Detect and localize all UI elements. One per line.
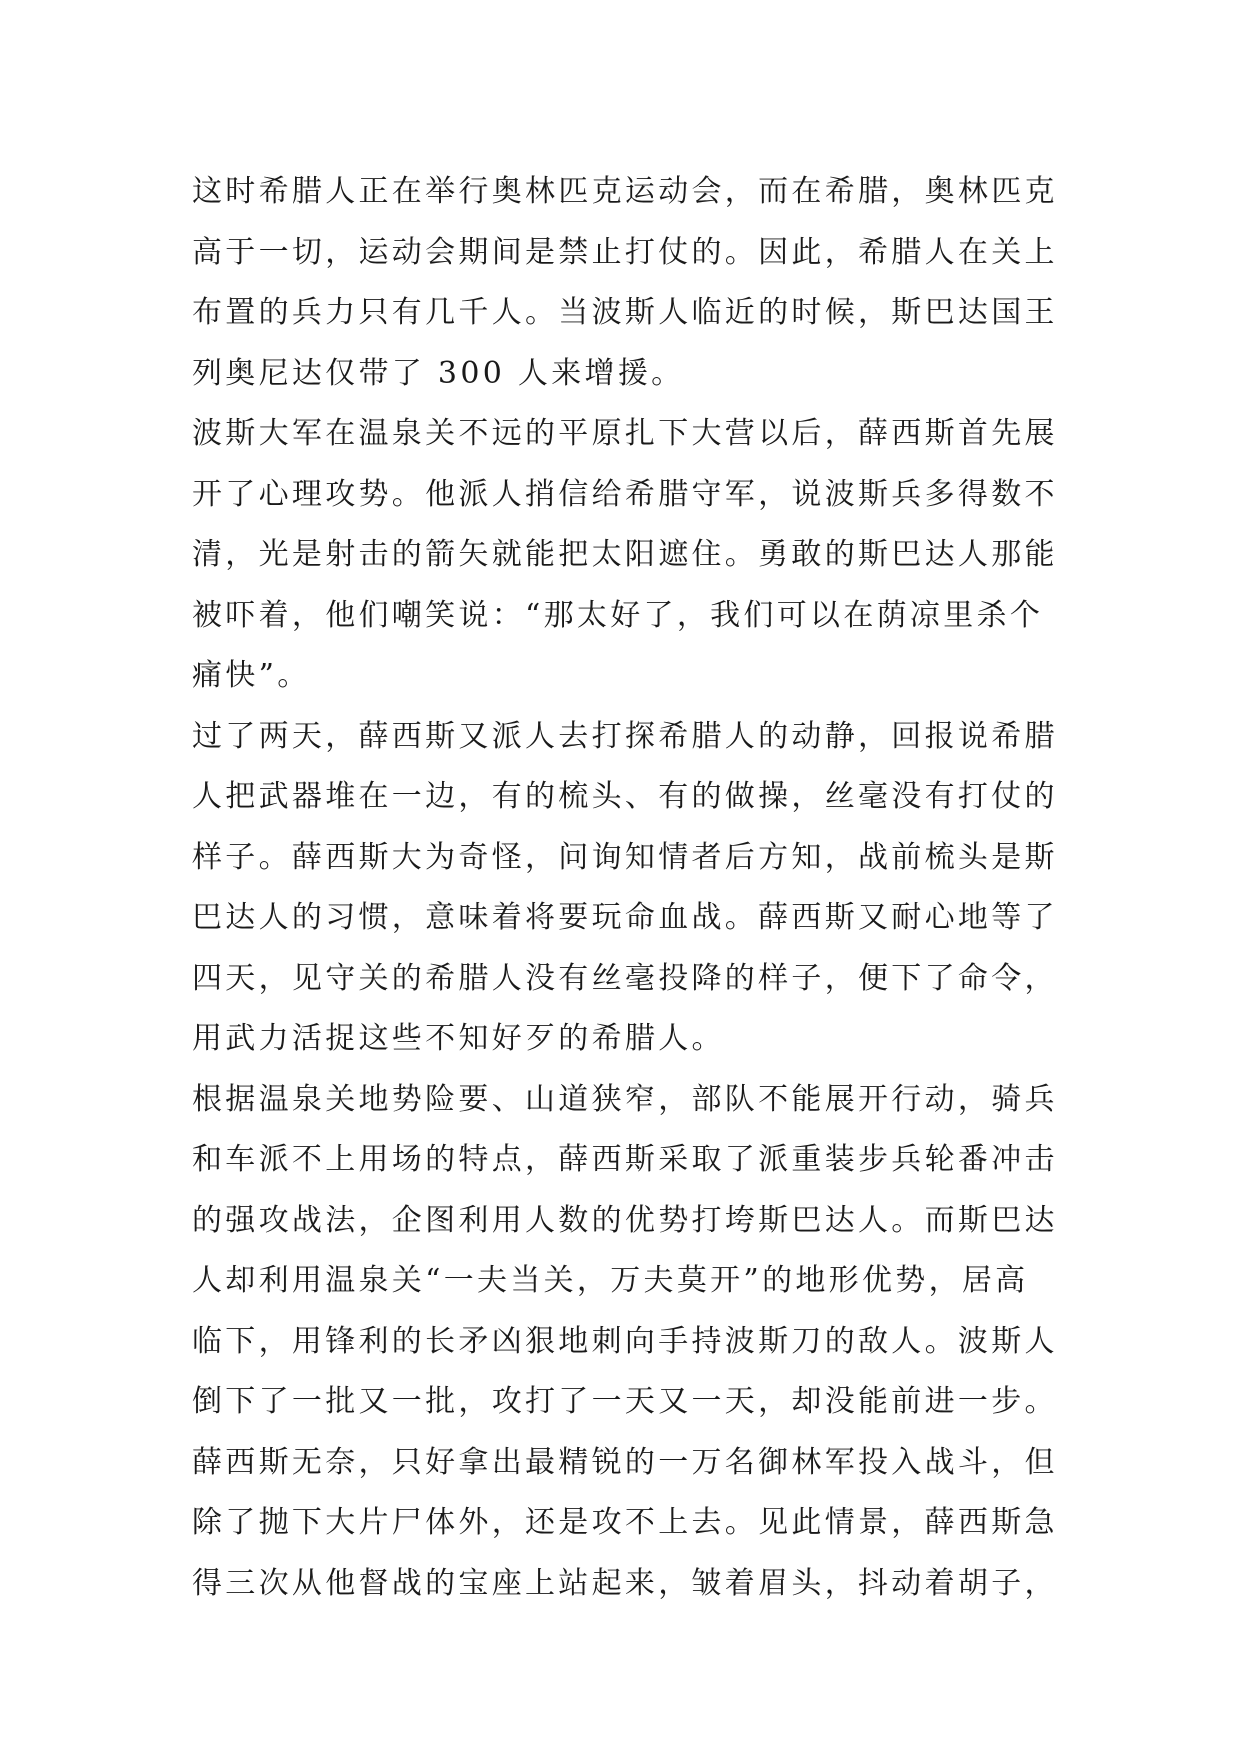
text-line: 除了抛下大片尸体外，还是攻不上去。见此情景，薛西斯急 <box>192 1505 1058 1540</box>
text-line: 临下，用锋利的长矛凶狠地刺向手持波斯刀的敌人。波斯人 <box>192 1323 1058 1359</box>
text-line: 人把武器堆在一边，有的梳头、有的做操，丝毫没有打仗的 <box>192 779 1058 814</box>
text-line: 被吓着，他们嘲笑说：“那太好了，我们可以在荫凉里杀个 <box>192 597 1044 633</box>
text-line: 用武力活捉这些不知好歹的希腊人。 <box>192 1021 725 1056</box>
text-line: 布置的兵力只有几千人。当波斯人临近的时候，斯巴达国王 <box>192 295 1058 330</box>
text-line: 和车派不上用场的特点，薛西斯采取了派重装步兵轮番冲击 <box>192 1142 1058 1177</box>
text-line: 得三次从他督战的宝座上站起来，皱着眉头，抖动着胡子， <box>192 1565 1058 1601</box>
text-line: 过了两天，薛西斯又派人去打探希腊人的动静，回报说希腊 <box>192 718 1058 754</box>
text-line: 巴达人的习惯，意味着将要玩命血战。薛西斯又耐心地等了 <box>192 900 1058 935</box>
text-line: 波斯大军在温泉关不远的平原扎下大营以后，薛西斯首先展 <box>192 416 1058 451</box>
text-line: 这时希腊人正在举行奥林匹克运动会，而在希腊，奥林匹克 <box>192 174 1058 209</box>
text-line: 薛西斯无奈，只好拿出最精锐的一万名御林军投入战斗，但 <box>192 1444 1058 1480</box>
text-line: 列奥尼达仅带了 300 人来增援。 <box>192 355 685 391</box>
text-line: 样子。薛西斯大为奇怪，问询知情者后方知，战前梳头是斯 <box>192 839 1058 875</box>
text-line: 四天，见守关的希腊人没有丝毫投降的样子，便下了命令， <box>192 960 1058 996</box>
text-line: 倒下了一批又一批，攻打了一天又一天，却没能前进一步。 <box>192 1384 1058 1419</box>
body-text <box>192 162 1072 1614</box>
text-line: 根据温泉关地势险要、山道狭窄，部队不能展开行动，骑兵 <box>192 1081 1058 1117</box>
text-line: 痛快”。 <box>192 658 311 693</box>
text-line: 清，光是射击的箭矢就能把太阳遮住。勇敢的斯巴达人那能 <box>192 537 1058 572</box>
text-line: 高于一切，运动会期间是禁止打仗的。因此，希腊人在关上 <box>192 234 1058 270</box>
text-line: 的强攻战法，企图利用人数的优势打垮斯巴达人。而斯巴达 <box>192 1202 1058 1238</box>
text-line: 人却利用温泉关“一夫当关，万夫莫开”的地形优势，居高 <box>192 1263 1029 1298</box>
text-line: 开了心理攻势。他派人捎信给希腊守军，说波斯兵多得数不 <box>192 476 1058 512</box>
